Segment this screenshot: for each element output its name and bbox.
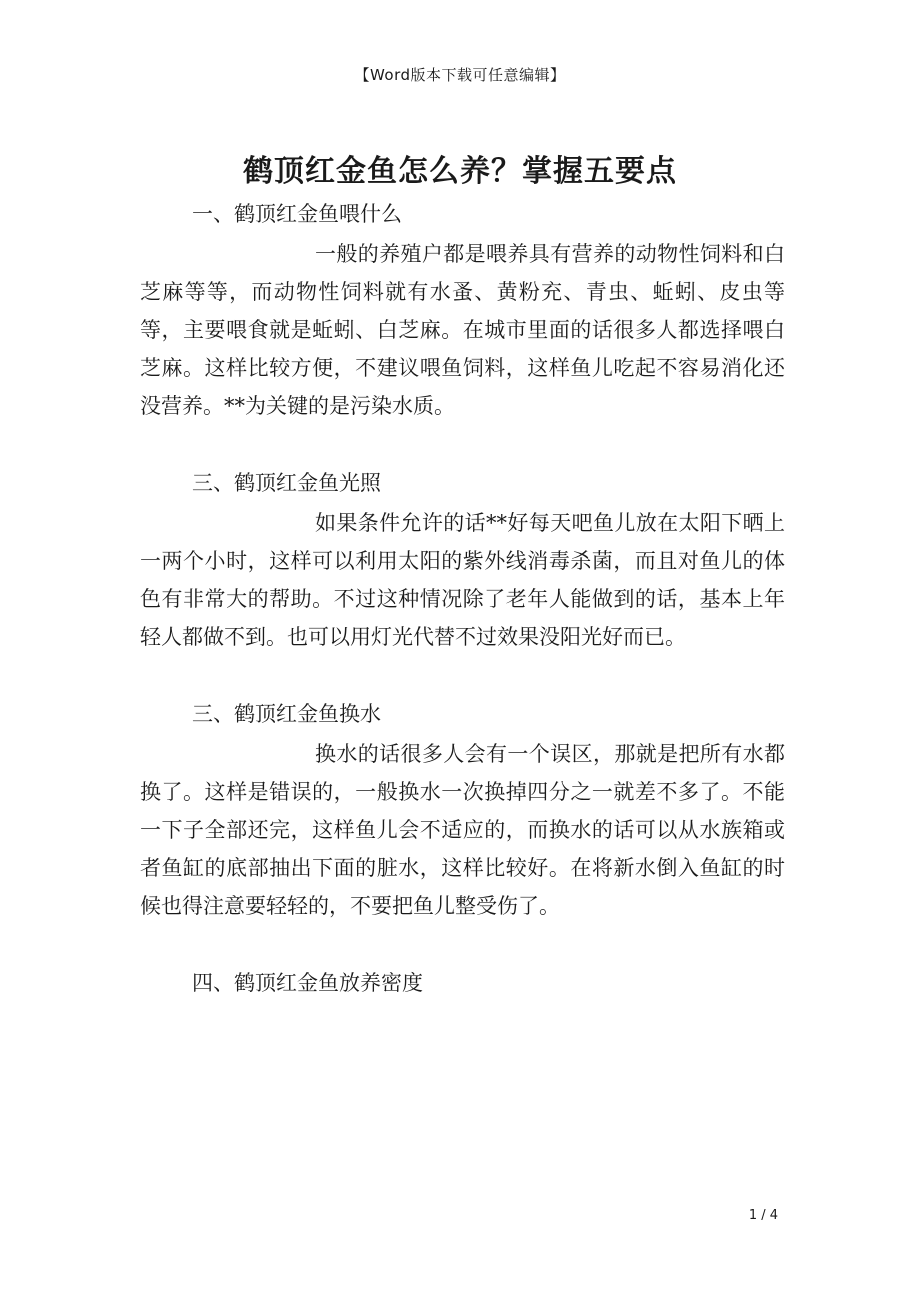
section-stocking-density: [140, 965, 785, 1002]
header-note: 【Word版本下载可任意编辑】: [354, 66, 566, 84]
section-lighting: [140, 465, 785, 656]
section-paragraph: 换水的话很多人会有一个误区，那就是把所有水都换了。这样是错误的，一般换水一次换掉四分之一就差不多了。不能一下子全部还完，这样鱼儿会不适应的，而换水的话可以从水族箱或者鱼缸的底部抽出下面的脏水，这样比较好。在将新水倒入鱼缸的时候也得注意要轻轻的，不要把鱼儿整受伤了。: [140, 742, 785, 918]
document-body: [140, 196, 785, 1042]
section-heading: 四、鹤顶红金鱼放养密度: [192, 971, 423, 995]
section-paragraph: 如果条件允许的话**好每天吧鱼儿放在太阳下晒上一两个小时，这样可以利用太阳的紫外线消毒杀菌，而且对鱼儿的体色有非常大的帮助。不过这种情况除了老年人能做到的话，基本上年轻人都做不到。也可以用灯光代替不过效果没阳光好而已。: [140, 511, 785, 649]
section-water-change: [140, 696, 785, 925]
section-paragraph: 一般的养殖户都是喂养具有营养的动物性饲料和白芝麻等等，而动物性饲料就有水蚤、黄粉充、青虫、蚯蚓、皮虫等等，主要喂食就是蚯蚓、白芝麻。在城市里面的话很多人都选择喂白芝麻。这样比较方便，不建议喂鱼饲料，这样鱼儿吃起不容易消化还没营养。**为关键的是污染水质。: [140, 242, 785, 418]
page-number: 1 / 4: [748, 1208, 778, 1223]
section-heading: 三、鹤顶红金鱼换水: [192, 702, 381, 726]
section-heading: 一、鹤顶红金鱼喂什么: [192, 202, 402, 226]
section-heading: 三、鹤顶红金鱼光照: [192, 471, 381, 495]
document-title: 鹤顶红金鱼怎么养？掌握五要点: [243, 154, 677, 190]
section-feeding: [140, 196, 785, 425]
